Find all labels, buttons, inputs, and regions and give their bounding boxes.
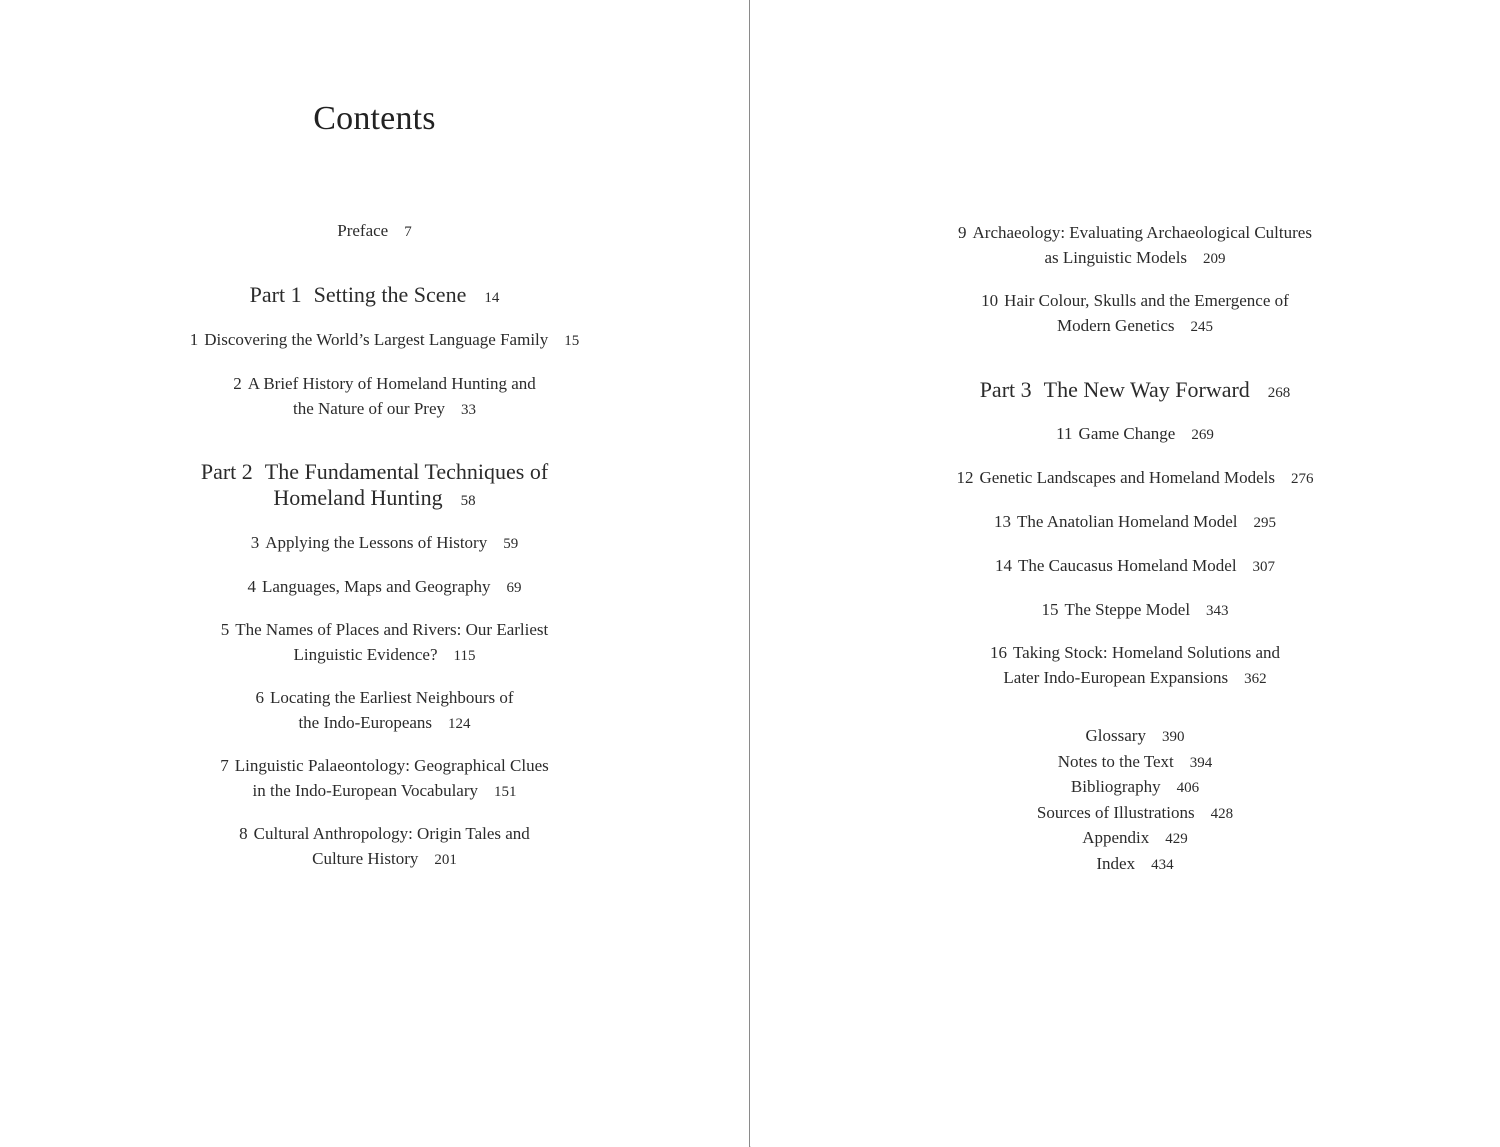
page-number: 33 bbox=[461, 401, 476, 418]
toc-entry-chapter-1[interactable] bbox=[0, 328, 769, 354]
part-label: Part 2 bbox=[200, 459, 253, 484]
chapter-number: 5 bbox=[220, 620, 230, 639]
toc-entry-sources-of-illustrations[interactable] bbox=[751, 801, 1500, 827]
part-label: Part 3 bbox=[979, 377, 1032, 402]
chapter-number: 8 bbox=[239, 824, 248, 843]
page-number: 429 bbox=[1165, 831, 1188, 847]
chapter-title-continued: in the Indo-European Vocabulary bbox=[252, 780, 478, 800]
chapter-number: 16 bbox=[989, 643, 1007, 662]
chapter-number: 6 bbox=[255, 688, 264, 707]
book-spine-divider bbox=[749, 0, 750, 1147]
page-number: 307 bbox=[1252, 559, 1276, 575]
contents-heading: Contents bbox=[313, 100, 436, 137]
toc-entry-glossary[interactable] bbox=[751, 724, 1500, 750]
entry-title: Index bbox=[1096, 853, 1136, 873]
page-number: 69 bbox=[506, 580, 522, 596]
chapter-title: Hair Colour, Skulls and the Emergence of bbox=[1004, 291, 1289, 310]
toc-entry-index[interactable] bbox=[751, 852, 1500, 878]
page-number: 434 bbox=[1151, 856, 1174, 873]
entry-title: Appendix bbox=[1082, 828, 1150, 847]
left-page bbox=[0, 0, 749, 1147]
page-number: 15 bbox=[564, 333, 580, 349]
part-title: The New Way Forward bbox=[1043, 377, 1250, 402]
chapter-title: Applying the Lessons of History bbox=[265, 533, 488, 552]
page-number: 14 bbox=[484, 290, 500, 306]
toc-entry-chapter-16[interactable] bbox=[751, 641, 1500, 691]
chapter-title: Discovering the World’s Largest Language Family bbox=[204, 330, 549, 349]
chapter-title-continued: Culture History bbox=[312, 848, 419, 868]
chapter-number: 13 bbox=[994, 512, 1011, 531]
chapter-number: 1 bbox=[189, 330, 199, 349]
chapter-title-continued: Linguistic Evidence? bbox=[293, 644, 438, 664]
chapter-number: 10 bbox=[981, 291, 999, 310]
toc-entry-chapter-2[interactable] bbox=[0, 372, 769, 422]
entry-title: Preface bbox=[337, 221, 389, 240]
right-page bbox=[751, 0, 1500, 1147]
page-number: 428 bbox=[1210, 805, 1234, 822]
chapter-number: 11 bbox=[1056, 424, 1073, 443]
toc-part-3[interactable] bbox=[751, 377, 1500, 406]
chapter-title: The Caucasus Homeland Model bbox=[1017, 556, 1237, 575]
chapter-title-continued: Modern Genetics bbox=[1056, 315, 1175, 335]
page-number: 295 bbox=[1253, 515, 1276, 531]
page-number: 394 bbox=[1189, 754, 1213, 771]
toc-entry-chapter-13[interactable] bbox=[751, 510, 1500, 536]
chapter-number: 15 bbox=[1041, 600, 1059, 619]
part-title: Setting the Scene bbox=[313, 282, 467, 307]
page-number: 209 bbox=[1203, 250, 1226, 267]
page-number: 7 bbox=[404, 224, 412, 240]
toc-entry-notes[interactable] bbox=[751, 750, 1500, 776]
page-number: 58 bbox=[460, 493, 476, 509]
entry-title: Sources of Illustrations bbox=[1036, 802, 1195, 822]
page-number: 268 bbox=[1267, 385, 1291, 401]
chapter-title: Genetic Landscapes and Homeland Models bbox=[979, 468, 1276, 487]
chapter-number: 9 bbox=[958, 223, 967, 242]
page-number: 343 bbox=[1206, 603, 1229, 619]
page-number: 390 bbox=[1161, 729, 1185, 745]
chapter-title: Linguistic Palaeontology: Geographical Clues bbox=[234, 756, 549, 775]
chapter-title-continued: Later Indo-European Expansions bbox=[1003, 667, 1229, 687]
chapter-title: Game Change bbox=[1078, 424, 1176, 443]
toc-entry-preface[interactable] bbox=[0, 219, 749, 245]
part-title-continued: Homeland Hunting bbox=[273, 485, 443, 510]
toc-entry-chapter-10[interactable] bbox=[751, 289, 1500, 339]
page-number: 245 bbox=[1190, 318, 1214, 335]
chapter-title: The Steppe Model bbox=[1064, 600, 1191, 619]
chapter-title-continued: as Linguistic Models bbox=[1044, 247, 1188, 267]
toc-entry-appendix[interactable] bbox=[751, 826, 1500, 852]
chapter-title: A Brief History of Homeland Hunting and bbox=[247, 374, 536, 393]
toc-entry-chapter-14[interactable] bbox=[751, 554, 1500, 580]
chapter-title: Archaeology: Evaluating Archaeological Cultures bbox=[972, 223, 1312, 242]
toc-entry-chapter-12[interactable] bbox=[751, 466, 1500, 492]
page-number: 59 bbox=[503, 536, 519, 552]
chapter-title: Taking Stock: Homeland Solutions and bbox=[1012, 643, 1280, 662]
chapter-number: 12 bbox=[956, 468, 974, 487]
toc-entry-chapter-8[interactable] bbox=[0, 822, 769, 872]
toc-entry-chapter-5[interactable] bbox=[0, 618, 769, 668]
toc-entry-chapter-6[interactable] bbox=[0, 686, 769, 736]
chapter-number: 3 bbox=[250, 533, 260, 552]
chapter-title: The Names of Places and Rivers: Our Earliest bbox=[235, 620, 549, 639]
page-number: 362 bbox=[1244, 670, 1267, 687]
entry-title: Notes to the Text bbox=[1057, 751, 1174, 771]
chapter-title: Locating the Earliest Neighbours of bbox=[269, 688, 514, 707]
toc-entry-chapter-4[interactable] bbox=[0, 575, 769, 601]
chapter-title-continued: the Indo-Europeans bbox=[298, 712, 433, 732]
chapter-number: 4 bbox=[247, 577, 256, 596]
chapter-title: Cultural Anthropology: Origin Tales and bbox=[253, 824, 530, 843]
toc-entry-bibliography[interactable] bbox=[751, 775, 1500, 801]
toc-entry-chapter-7[interactable] bbox=[0, 754, 769, 804]
chapter-number: 7 bbox=[220, 756, 229, 775]
page-number: 151 bbox=[494, 783, 517, 800]
page-number: 269 bbox=[1191, 427, 1214, 443]
page-number: 124 bbox=[448, 715, 471, 732]
chapter-number: 2 bbox=[233, 374, 242, 393]
chapter-title-continued: the Nature of our Prey bbox=[292, 398, 445, 418]
chapter-title: Languages, Maps and Geography bbox=[262, 577, 491, 596]
toc-part-2[interactable] bbox=[0, 459, 749, 514]
toc-entry-chapter-9[interactable] bbox=[751, 221, 1500, 271]
toc-entry-chapter-3[interactable] bbox=[0, 531, 769, 557]
page-number: 406 bbox=[1176, 780, 1200, 796]
entry-title: Glossary bbox=[1085, 726, 1146, 745]
toc-part-1[interactable] bbox=[0, 282, 749, 311]
toc-entry-chapter-15[interactable] bbox=[751, 598, 1500, 624]
toc-entry-chapter-11[interactable] bbox=[751, 422, 1500, 448]
chapter-number: 14 bbox=[994, 556, 1012, 575]
page-number: 201 bbox=[434, 851, 457, 868]
page-number: 115 bbox=[453, 647, 476, 664]
part-label: Part 1 bbox=[249, 282, 302, 307]
back-matter-list bbox=[751, 724, 1500, 877]
chapter-title: The Anatolian Homeland Model bbox=[1017, 512, 1238, 531]
page-number: 276 bbox=[1291, 471, 1314, 487]
part-title: The Fundamental Techniques of bbox=[264, 459, 549, 484]
entry-title: Bibliography bbox=[1070, 777, 1161, 796]
